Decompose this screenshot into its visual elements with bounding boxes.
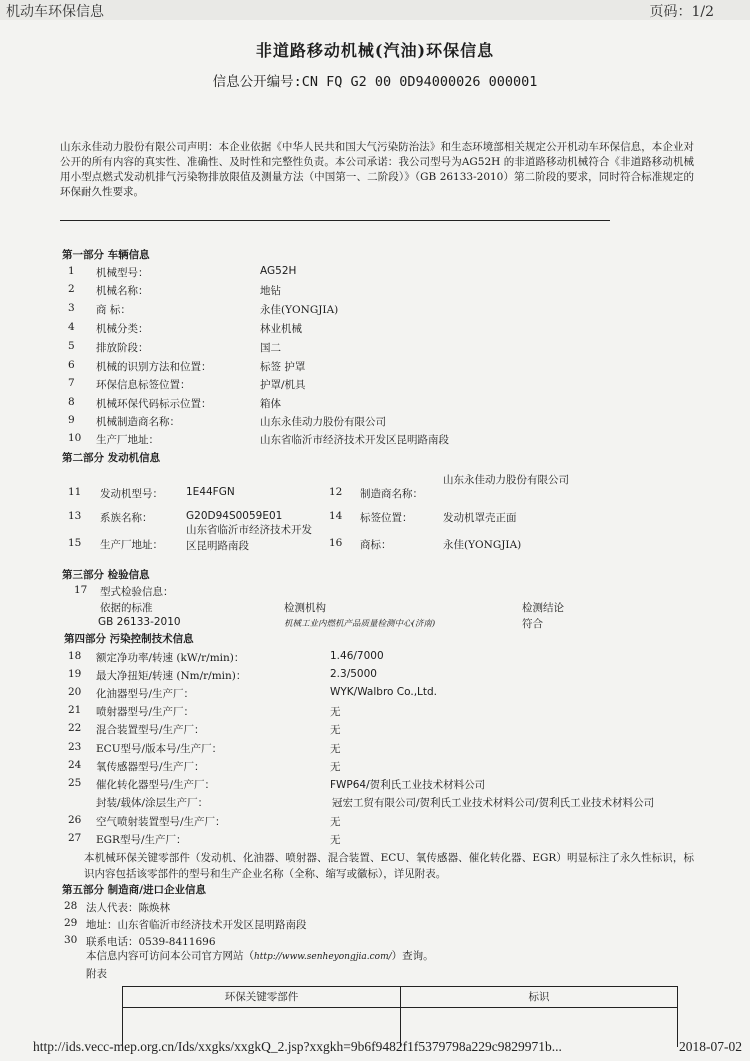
legal-representative: 法人代表：陈焕林 (86, 902, 170, 914)
field-label: 商 标： (96, 304, 131, 316)
page-number: 页码：1/2 (649, 4, 714, 20)
engine-model-value: 1E44FGN (186, 486, 235, 498)
field-label: 机械的识别方法和位置： (96, 361, 212, 373)
row-number: 14 (329, 510, 343, 522)
components-note: 本机械环保关键零部件（发动机、化油器、喷射器、混合装置、ECU、氧传感器、催化转化器、EGR）明显标注了永久性标识，标识内容包括该零部件的型号和生产企业名称（全称、缩写或徽标），详见附表。 (84, 852, 694, 880)
field-label: 机械名称： (96, 285, 149, 297)
field-label: 标签位置： (360, 512, 413, 524)
row-number: 18 (68, 650, 82, 662)
row-number: 15 (68, 537, 82, 549)
row-number: 6 (68, 359, 75, 371)
field-value: 标签 护罩 (260, 361, 306, 373)
field-label: 封装/载体/涂层生产厂： (96, 797, 209, 809)
row-number: 16 (329, 537, 343, 549)
header-left-text: 机动车环保信息 (6, 4, 104, 20)
appendix-label: 附表 (86, 968, 107, 980)
field-value: 山东永佳动力股份有限公司 (260, 416, 386, 428)
result-value: 符合 (522, 618, 543, 630)
row-number: 8 (68, 396, 75, 408)
row-number: 24 (68, 759, 82, 771)
field-value: WYK/Walbro Co.,Ltd. (330, 686, 438, 698)
field-label: 发动机型号： (100, 488, 163, 500)
field-label: 机械制造商名称： (96, 416, 180, 428)
field-label: 催化转化器型号/生产厂： (96, 779, 216, 791)
field-value: 护罩/机具 (260, 379, 306, 391)
field-label: 机械型号： (96, 267, 149, 279)
field-value: 冠宏工贸有限公司/贺利氏工业技术材料公司/贺利氏工业技术材料公司 (332, 797, 655, 809)
row-number: 3 (68, 302, 75, 314)
field-value: 2.3/5000 (330, 668, 377, 680)
field-value: AG52H (260, 265, 297, 277)
declaration-paragraph: 山东永佳动力股份有限公司声明：本企业依据《中华人民共和国大气污染防治法》和生态环境部相关规定公开机动车环保信息，本企业对公开的所有内容的真实性、准确性、及时性和完整性负责。本公司承诺：我公司型号为AG52H 的非道路移动机械符合《非道路移动机械用小型点燃式发动机排气污染物排放限值及测量方法（中国第一、二阶段）》（GB 26133-2010）第二阶段的要求，同时符合标准规定的环保耐久性要求。 (60, 141, 694, 198)
field-label: 机械环保代码标示位置： (96, 398, 212, 410)
col-standard-header: 依据的标准 (100, 602, 153, 614)
factory-address-value: 山东省临沂市经济技术开发区昆明路南段 (186, 524, 312, 552)
field-label: 型式检验信息： (100, 586, 174, 598)
row-number: 26 (68, 814, 82, 826)
field-label: 氧传感器型号/生产厂： (96, 761, 205, 773)
field-label: 化油器型号/生产厂： (96, 688, 195, 700)
header-bar (0, 0, 750, 20)
field-label: 商标： (360, 539, 392, 551)
website-note-before: 本信息内容可访问本公司官方网站（ (86, 950, 254, 962)
field-label: 排放阶段： (96, 342, 149, 354)
row-number: 17 (74, 584, 88, 596)
field-value: 永佳(YONGJIA) (260, 304, 339, 316)
row-number: 25 (68, 777, 82, 789)
row-number: 22 (68, 722, 82, 734)
footer-date: 2018-07-02 (679, 1039, 742, 1054)
field-label: ECU型号/版本号/生产厂： (96, 743, 223, 755)
document-title: 非道路移动机械(汽油)环保信息 (255, 41, 495, 60)
row-number: 10 (68, 432, 82, 444)
part4-heading: 第四部分 污染控制技术信息 (64, 633, 194, 645)
manufacturer-value: 山东永佳动力股份有限公司 (443, 474, 569, 486)
col-agency-header: 检测机构 (284, 602, 326, 614)
field-value: 无 (330, 816, 341, 828)
trademark-value: 永佳(YONGJIA) (443, 539, 522, 551)
field-value: 箱体 (260, 398, 281, 410)
field-value: FWP64/贺利氏工业技术材料公司 (330, 779, 486, 791)
row-number: 23 (68, 741, 82, 753)
part2-heading: 第二部分 发动机信息 (62, 452, 161, 464)
row-number: 4 (68, 321, 75, 333)
website-note (86, 948, 434, 963)
field-label: 混合装置型号/生产厂： (96, 724, 205, 736)
table-header-mark: 标识 (401, 987, 677, 1008)
disclosure-number: 信息公开编号:CN FQ G2 00 0D94000026 000001 (212, 74, 538, 90)
row-number: 2 (68, 283, 75, 295)
field-label: 机械分类： (96, 323, 149, 335)
field-label: 生产厂地址： (96, 434, 159, 446)
field-value: 无 (330, 834, 341, 846)
part3-heading: 第三部分 检验信息 (62, 569, 150, 581)
row-number: 11 (68, 486, 82, 498)
company-address: 地址：山东省临沂市经济技术开发区昆明路南段 (86, 919, 307, 931)
footer-url[interactable]: http://ids.vecc-mep.org.cn/Ids/xxgks/xxgkQ_2.jsp?xxgkh=9b6f9482f1f5379798a229c9829971b... (33, 1039, 562, 1054)
row-number: 28 (64, 900, 78, 912)
field-label: 喷射器型号/生产厂： (96, 706, 195, 718)
contact-phone: 联系电话：0539-8411696 (86, 936, 216, 948)
table-column-divider (400, 987, 401, 1047)
field-value: 1.46/7000 (330, 650, 384, 662)
row-number: 7 (68, 377, 75, 389)
row-number: 19 (68, 668, 82, 680)
field-label: 系族名称： (100, 512, 153, 524)
col-result-header: 检测结论 (522, 602, 564, 614)
row-number: 13 (68, 510, 82, 522)
field-value: 无 (330, 724, 341, 736)
field-label: 最大净扭矩/转速 (Nm/r/min)： (96, 670, 247, 682)
field-value: 林业机械 (260, 323, 302, 335)
part1-heading: 第一部分 车辆信息 (62, 249, 150, 261)
agency-value: 机械工业内燃机产品质量检测中心(济南) (284, 619, 436, 629)
row-number: 1 (68, 265, 75, 277)
website-note-after: ）查询。 (391, 950, 434, 962)
field-value: 国二 (260, 342, 281, 354)
appendix-table (122, 986, 678, 1047)
row-number: 27 (68, 832, 82, 844)
field-value: 无 (330, 761, 341, 773)
section-divider (60, 220, 610, 221)
website-link[interactable]: http://www.senheyongjia.com/ (254, 952, 392, 962)
field-value: 地钻 (260, 285, 281, 297)
field-label: 生产厂地址： (100, 539, 163, 551)
field-label: 制造商名称： (360, 488, 423, 500)
row-number: 29 (64, 917, 78, 929)
field-value: 山东省临沂市经济技术开发区昆明路南段 (260, 434, 449, 446)
row-number: 30 (64, 934, 78, 946)
row-number: 5 (68, 340, 75, 352)
field-label: EGR型号/生产厂： (96, 834, 187, 846)
part5-heading: 第五部分 制造商/进口企业信息 (62, 884, 206, 896)
row-number: 20 (68, 686, 82, 698)
family-name-value: G20D94S0059E01 (186, 510, 283, 522)
row-number: 21 (68, 704, 82, 716)
field-value: 无 (330, 743, 341, 755)
field-label: 空气喷射装置型号/生产厂： (96, 816, 226, 828)
field-label: 环保信息标签位置： (96, 379, 191, 391)
table-header-component: 环保关键零部件 (123, 987, 400, 1008)
row-number: 12 (329, 486, 343, 498)
field-value: 无 (330, 706, 341, 718)
row-number: 9 (68, 414, 75, 426)
standard-value: GB 26133-2010 (98, 616, 181, 628)
field-label: 额定净功率/转速 (kW/r/min)： (96, 652, 245, 664)
label-position-value: 发动机罩壳正面 (443, 512, 517, 524)
